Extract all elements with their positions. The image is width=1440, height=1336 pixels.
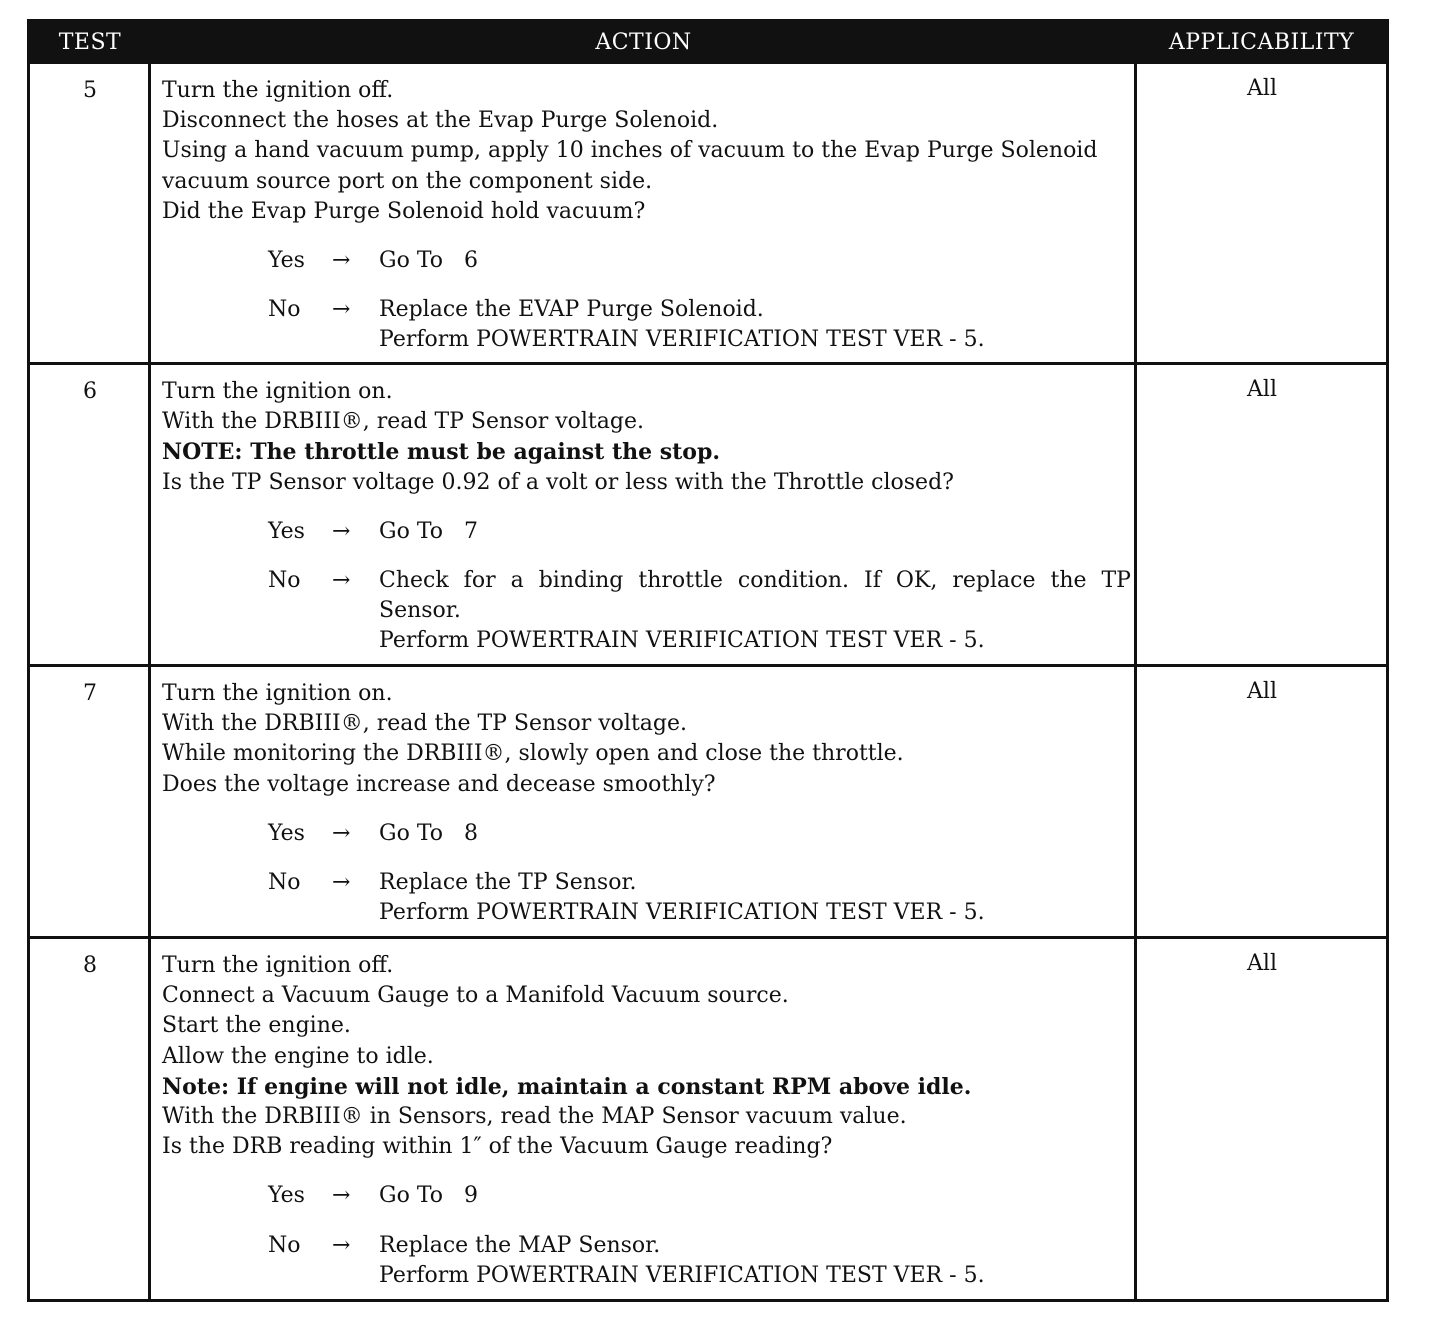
yes-label: Yes <box>268 248 305 274</box>
note-line: NOTE: The throttle must be against the stop. <box>162 439 721 466</box>
no-label: No <box>268 870 301 896</box>
note-line: Note: If engine will not idle, maintain a constant RPM above idle. <box>162 1073 972 1100</box>
arrow-right-icon: → <box>332 1232 351 1258</box>
action-line: Turn the ignition off. <box>162 78 394 103</box>
test-number: 8 <box>83 953 97 978</box>
no-line: Check for a binding throttle condition. If OK, replace the TP Sensor. <box>379 568 1131 624</box>
yes-text: Go To 6 <box>379 248 478 274</box>
action-line: Connect a Vacuum Gauge to a Manifold Vacuum source. <box>162 983 789 1009</box>
yes-result <box>268 517 1132 547</box>
no-line: Perform POWERTRAIN VERIFICATION TEST VER - 5. <box>379 628 985 654</box>
header-action: ACTION <box>595 30 692 55</box>
table-row <box>30 365 1386 664</box>
action-line: Disconnect the hoses at the Evap Purge Solenoid. <box>162 108 719 134</box>
table-row <box>30 64 1386 362</box>
yes-text: Go To 7 <box>379 518 478 544</box>
action-line: With the DRBIII®, read TP Sensor voltage. <box>162 409 644 435</box>
no-result <box>268 566 1132 657</box>
no-line: Perform POWERTRAIN VERIFICATION TEST VER - 5. <box>379 327 985 353</box>
yes-label: Yes <box>268 518 305 544</box>
no-result <box>268 295 1132 355</box>
arrow-right-icon: → <box>332 297 351 323</box>
no-line: Replace the MAP Sensor. <box>379 1232 661 1258</box>
arrow-right-icon: → <box>332 518 351 544</box>
test-number: 5 <box>83 78 97 103</box>
arrow-right-icon: → <box>332 248 351 274</box>
yes-result <box>268 819 1132 849</box>
arrow-right-icon: → <box>332 870 351 896</box>
no-line: Replace the TP Sensor. <box>379 870 637 896</box>
action-line: With the DRBIII® in Sensors, read the MAP Sensor vacuum value. <box>162 1104 907 1130</box>
yes-result <box>268 1181 1132 1211</box>
action-line: Turn the ignition on. <box>162 681 393 706</box>
header-applicability: APPLICABILITY <box>1168 30 1355 55</box>
action-cell <box>162 679 1132 928</box>
applicability: All <box>1247 951 1277 976</box>
header-test: TEST <box>58 30 122 55</box>
action-line: Start the engine. <box>162 1013 351 1039</box>
action-line: vacuum source port on the component side. <box>162 168 653 194</box>
action-line: Turn the ignition off. <box>162 953 394 978</box>
action-line: With the DRBIII®, read the TP Sensor voltage. <box>162 711 688 737</box>
no-label: No <box>268 568 301 594</box>
no-text <box>379 566 1132 657</box>
no-line: Perform POWERTRAIN VERIFICATION TEST VER - 5. <box>379 900 985 926</box>
no-label: No <box>268 297 301 323</box>
arrow-right-icon: → <box>332 820 351 846</box>
action-line: Does the voltage increase and decease smoothly? <box>162 771 716 797</box>
action-line: Is the DRB reading within 1″ of the Vacuum Gauge reading? <box>162 1134 833 1160</box>
action-line: Using a hand vacuum pump, apply 10 inches of vacuum to the Evap Purge Solenoid <box>162 138 1098 164</box>
yes-label: Yes <box>268 820 305 846</box>
no-text <box>379 295 1132 355</box>
test-number: 7 <box>83 681 97 706</box>
no-text <box>379 868 1132 928</box>
action-cell <box>162 377 1132 657</box>
action-cell <box>162 951 1132 1291</box>
yes-label: Yes <box>268 1183 305 1209</box>
action-cell <box>162 76 1132 356</box>
action-line: While monitoring the DRBIII®, slowly open and close the throttle. <box>162 741 904 767</box>
arrow-right-icon: → <box>332 1183 351 1209</box>
table-row <box>30 667 1386 936</box>
applicability: All <box>1247 679 1277 704</box>
no-line: Perform POWERTRAIN VERIFICATION TEST VER - 5. <box>379 1262 985 1288</box>
no-text <box>379 1231 1132 1291</box>
applicability: All <box>1247 76 1277 101</box>
test-number: 6 <box>83 379 97 404</box>
arrow-right-icon: → <box>332 568 351 594</box>
yes-text: Go To 8 <box>379 820 478 846</box>
action-line: Allow the engine to idle. <box>162 1043 434 1069</box>
action-line: Did the Evap Purge Solenoid hold vacuum? <box>162 198 646 224</box>
no-result <box>268 1231 1132 1291</box>
applicability: All <box>1247 377 1277 402</box>
no-label: No <box>268 1232 301 1258</box>
diagnostic-test-table <box>27 19 1389 1302</box>
no-line: Replace the EVAP Purge Solenoid. <box>379 297 764 323</box>
yes-text: Go To 9 <box>379 1183 478 1209</box>
yes-result <box>268 246 1132 276</box>
table-header <box>30 22 1386 64</box>
no-result <box>268 868 1132 928</box>
action-line: Is the TP Sensor voltage 0.92 of a volt or less with the Throttle closed? <box>162 469 954 495</box>
table-row <box>30 939 1386 1299</box>
action-line: Turn the ignition on. <box>162 379 393 404</box>
